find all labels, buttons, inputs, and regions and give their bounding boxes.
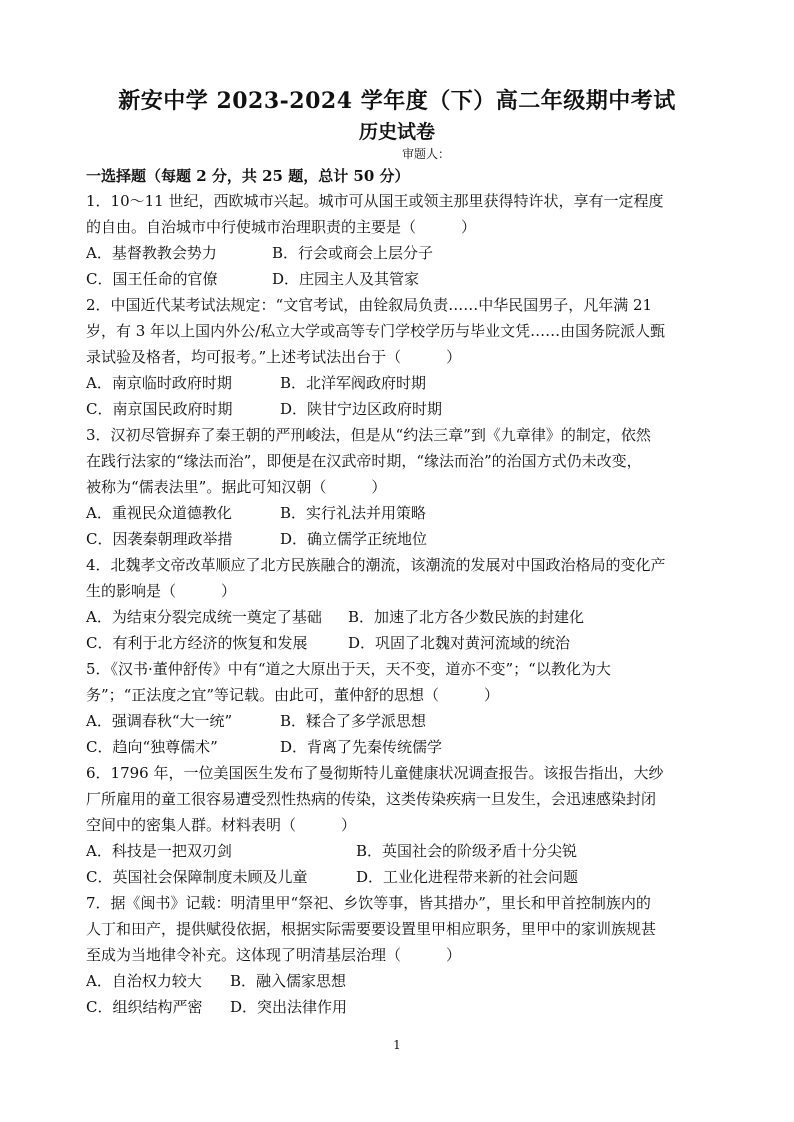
option-c: C．有利于北方经济的恢复和发展 xyxy=(86,634,308,652)
question-stem-line: 2．中国近代某考试法规定：“文官考试，由铨叙局负责……中华民国男子，凡年满 21 xyxy=(86,296,653,314)
option-row xyxy=(86,734,714,760)
question-stem-line: 在践行法家的“缘法而治”，即便是在汉武帝时期，“缘法而治”的治国方式仍未改变， xyxy=(86,452,642,470)
option-b: B．融入儒家思想 xyxy=(230,972,347,990)
option-row xyxy=(86,708,714,734)
question-stem-line: 1．10～11 世纪，西欧城市兴起。城市可从国王或领主那里获得特许状，享有一定程度 xyxy=(86,192,664,210)
page-number: 1 xyxy=(393,1038,401,1052)
option-d: D．陕甘宁边区政府时期 xyxy=(280,400,443,418)
question-stem-line: 至成为当地律令补充。这体现了明清基层治理（ ） xyxy=(86,946,462,964)
option-row xyxy=(86,604,714,630)
option-d: D．确立儒学正统地位 xyxy=(280,530,428,548)
option-b: B．加速了北方各少数民族的封建化 xyxy=(348,608,585,626)
option-b: B．行会或商会上层分子 xyxy=(272,244,434,262)
question-stem-line: 6．1796 年，一位美国医生发布了曼彻斯特儿童健康状况调查报告。该报告指出，大纱 xyxy=(86,764,664,782)
option-a: A．强调春秋“大一统” xyxy=(86,712,233,730)
option-c: C．因袭秦朝理政举措 xyxy=(86,530,233,548)
question-stem-line: 人丁和田产，提供赋役依据，根据实际需要要设置里甲相应职务，里甲中的家训族规甚 xyxy=(86,920,657,938)
option-b: B．糅合了多学派思想 xyxy=(280,712,427,730)
option-c: C．组织结构严密 xyxy=(86,998,203,1016)
option-d: D．庄园主人及其管家 xyxy=(272,270,420,288)
option-c: C．南京国民政府时期 xyxy=(86,400,233,418)
option-row xyxy=(86,500,714,526)
option-a: A．科技是一把双刃剑 xyxy=(86,842,232,860)
option-d: D．巩固了北魏对黄河流域的统治 xyxy=(348,634,571,652)
question-stem-line: 的自由。自治城市中行使城市治理职责的主要是（ ） xyxy=(86,218,477,236)
question-stem-line: 7．据《闽书》记载：明清里甲“祭祀、乡饮等事，皆其措办”，里长和甲首控制族内的 xyxy=(86,894,651,912)
option-row xyxy=(86,968,714,994)
option-a: A．自治权力较大 xyxy=(86,972,202,990)
question-stem-line: 被称为“儒表法里”。据此可知汉朝（ ） xyxy=(86,478,387,496)
question-5 xyxy=(86,656,714,760)
option-a: A．重视民众道德教化 xyxy=(86,504,232,522)
question-6 xyxy=(86,760,714,890)
option-row xyxy=(86,396,714,422)
option-d: D．突出法律作用 xyxy=(230,998,348,1016)
option-row xyxy=(86,994,714,1020)
option-row xyxy=(86,838,714,864)
option-a: A．为结束分裂完成统一奠定了基础 xyxy=(86,608,322,626)
option-d: D．工业化进程带来新的社会问题 xyxy=(356,868,579,886)
exam-content xyxy=(86,160,714,1020)
question-stem-line: 务”；“正法度之宜”等记载。由此可，董仲舒的思想（ ） xyxy=(86,686,500,704)
option-row xyxy=(86,864,714,890)
option-row xyxy=(86,526,714,552)
exam-title: 新安中学 2023-2024 学年度（下）高二年级期中考试 xyxy=(118,88,676,114)
question-stem-line: 厂所雇用的童工很容易遭受烈性热病的传染，这类传染疾病一旦发生，会迅速感染封闭 xyxy=(86,790,657,808)
question-stem-line: 生的影响是（ ） xyxy=(86,582,237,600)
question-stem-line: 5．《汉书·董仲舒传》中有“道之大原出于天，天不变，道亦不变”；“以教化为大 xyxy=(86,660,611,678)
question-stem-line: 4．北魏孝文帝改革顺应了北方民族融合的潮流，该潮流的发展对中国政治格局的变化产 xyxy=(86,556,666,574)
option-c: C．趋向“独尊儒术” xyxy=(86,738,218,756)
option-b: B．英国社会的阶级矛盾十分尖锐 xyxy=(356,842,578,860)
option-row xyxy=(86,240,714,266)
option-b: B．北洋军阀政府时期 xyxy=(280,374,427,392)
option-c: C．英国社会保障制度未顾及儿童 xyxy=(86,868,308,886)
option-d: D．背离了先秦传统儒学 xyxy=(280,738,443,756)
option-row xyxy=(86,630,714,656)
option-a: A．南京临时政府时期 xyxy=(86,374,232,392)
question-7 xyxy=(86,890,714,1020)
option-row xyxy=(86,370,714,396)
question-stem-line: 岁，有 3 年以上国内外公/私立大学或高等专门学校学历与毕业文凭……由国务院派人甄 xyxy=(86,322,666,340)
option-row xyxy=(86,266,714,292)
question-setter-label: 审题人： xyxy=(402,147,451,161)
question-4 xyxy=(86,552,714,656)
section-heading: 一选择题（每题 2 分，共 25 题，总计 50 分） xyxy=(86,167,410,185)
question-3 xyxy=(86,422,714,552)
exam-subject: 历史试卷 xyxy=(358,121,435,143)
question-1 xyxy=(86,188,714,292)
question-2 xyxy=(86,292,714,422)
question-stem-line: 录试验及格者，均可报考。”上述考试法出台于（ ） xyxy=(86,348,462,366)
option-c: C．国王任命的官僚 xyxy=(86,270,218,288)
option-a: A．基督教教会势力 xyxy=(86,244,217,262)
option-b: B．实行礼法并用策略 xyxy=(280,504,427,522)
question-stem-line: 空间中的密集人群。材料表明（ ） xyxy=(86,816,357,834)
question-stem-line: 3．汉初尽管摒弃了秦王朝的严刑峻法，但是从“约法三章”到《九章律》的制定，依然 xyxy=(86,426,651,444)
